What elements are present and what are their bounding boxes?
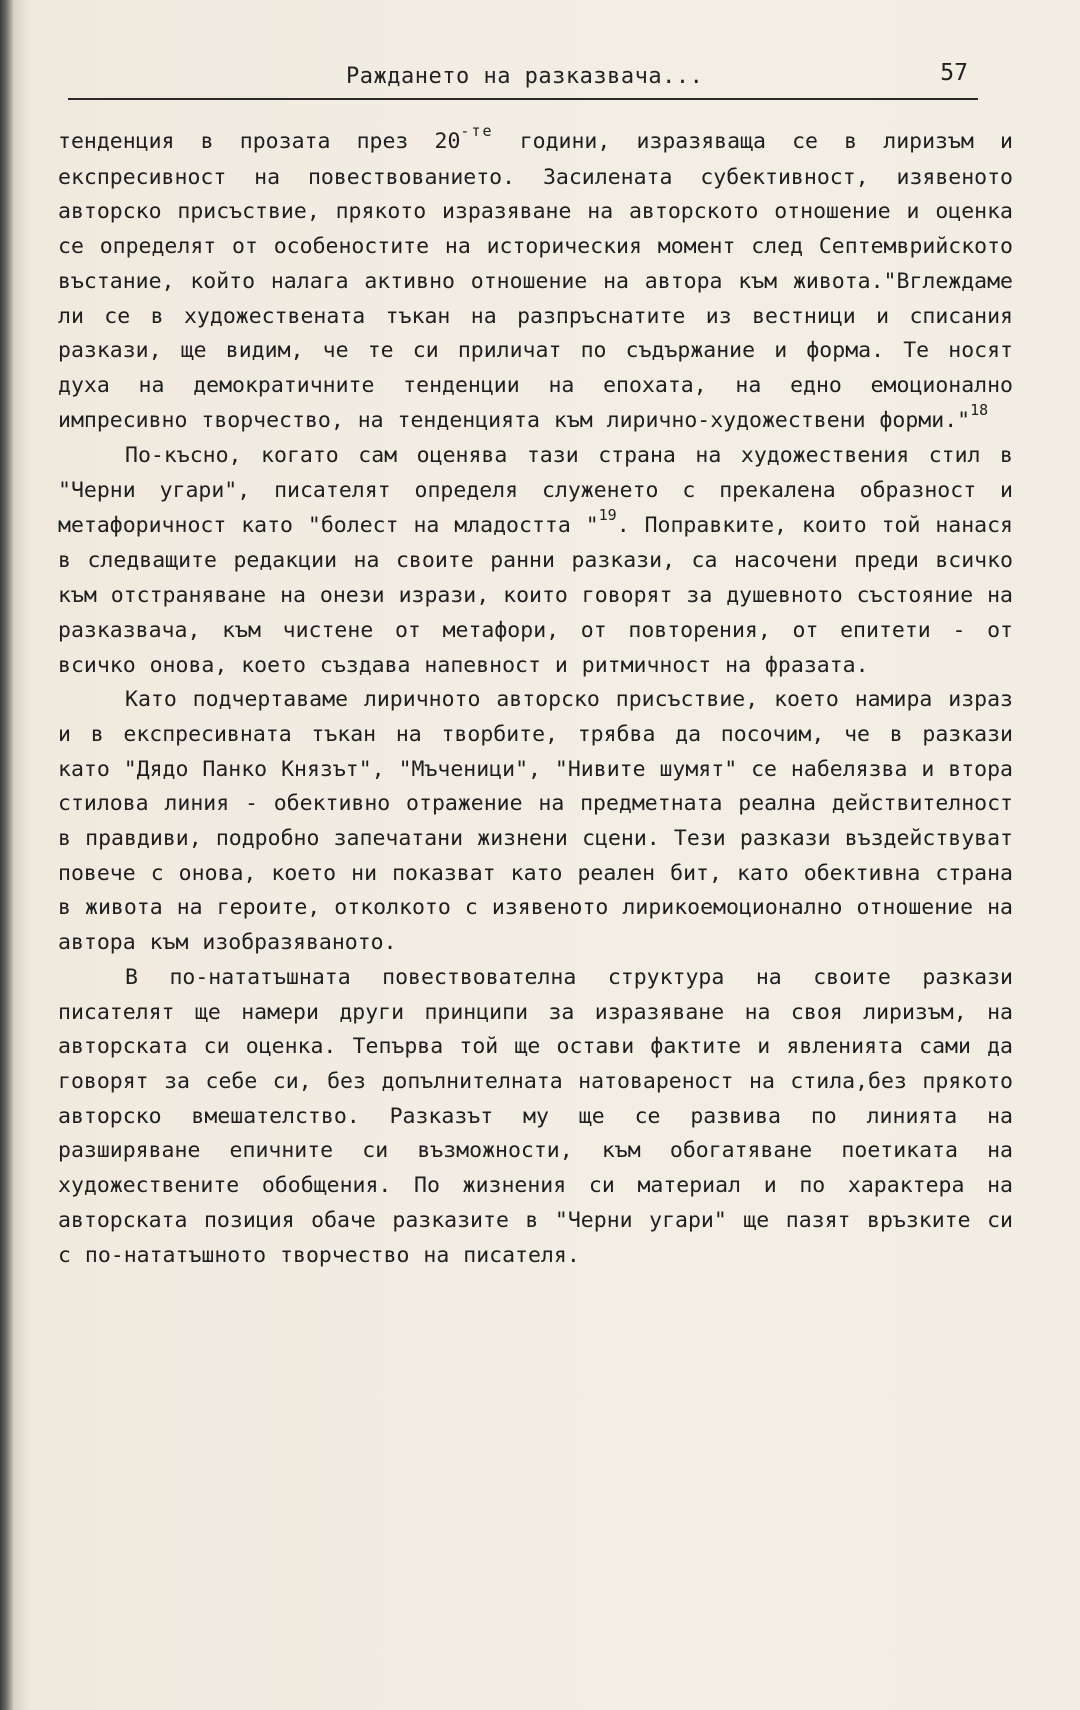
paragraph-1: [58, 122, 1013, 439]
superscript-te: -те: [460, 122, 494, 140]
page-header: [68, 62, 978, 100]
paragraph-1-text-b: години, изразяваща се в лиризъм и експресивност на повествованието. Засилената субективност, изявеното авторско присъствие, прякото изразяване на авторското отношение и оценка се определят от особеностите на историческия момент след Септемврийското въстание, който налага активно отношение на автора към живота."Вглеждаме ли се в художествената тъкан на разпръснатите из вестници и списания разкази, ще видим, че те си приличат по съдържание и форма. Те носят духа на демократичните тенденции на епохата, на едно емоционално импресивно творчество, на тенденцията към лирично-художествени форми.": [58, 129, 1013, 433]
running-title: Раждането на разказвача...: [346, 64, 704, 89]
body-text: [58, 122, 1013, 1273]
footnote-ref-18: 18: [970, 400, 989, 419]
footnote-ref-19: 19: [598, 505, 617, 524]
paragraph-2-text-b: . Поправките, които той нанася в следващите редакции на своите ранни разкази, са насочени преди всичко към отстраняване на онези изрази, които говорят за душевното състояние на разказвача, към чистене от метафори, от повторения, от епитети - от всичко онова, което създава напевност и ритмичност на фразата.: [58, 512, 1013, 678]
paragraph-3: Като подчертаваме лиричното авторско присъствие, което намира израз и в експресивната тъкан на творбите, трябва да посочим, че в разкази като "Дядо Панко Князът", "Мъченици", "Нивите шумят" се набелязва и втора стилова линия - обективно отражение на предметната реална действителност в правдиви, подробно запечатани жизнени сцени. Тези разкази въздействуват повече с онова, което ни показват като реален бит, като обективна страна в живота на героите, отколкото с изявеното лирикоемоционално отношение на автора към изобразяваното.: [58, 687, 1013, 956]
paragraph-1-text-a: тенденция в прозата през 20: [58, 129, 461, 154]
paragraph-4: В по-нататъшната повествователна структура на своите разкази писателят ще намери други принципи за изразяване на своя лиризъм, на авторската си оценка. Тепърва той ще остави фактите и явленията сами да говорят за себе си, без допълнителната натовареност на стила,без прякото авторско вмешателство. Разказът му ще се развива по линията на разширяване епичните си възможности, към обогатяване поетиката на художествените обобщения. По жизнения си материал и по характера на авторската позиция обаче разказите в "Черни угари" ще пазят връзките си с по-нататъшното творчество на писателя.: [58, 964, 1013, 1268]
paragraph-2: [58, 439, 1013, 683]
page-number: 57: [940, 60, 968, 86]
paragraph-2-text-a: По-късно, когато сам оценява тази страна на художествения стил в "Черни угари", писателят определя служенето с прекалена образност и метафоричност като "болест на младостта ": [58, 443, 1013, 538]
